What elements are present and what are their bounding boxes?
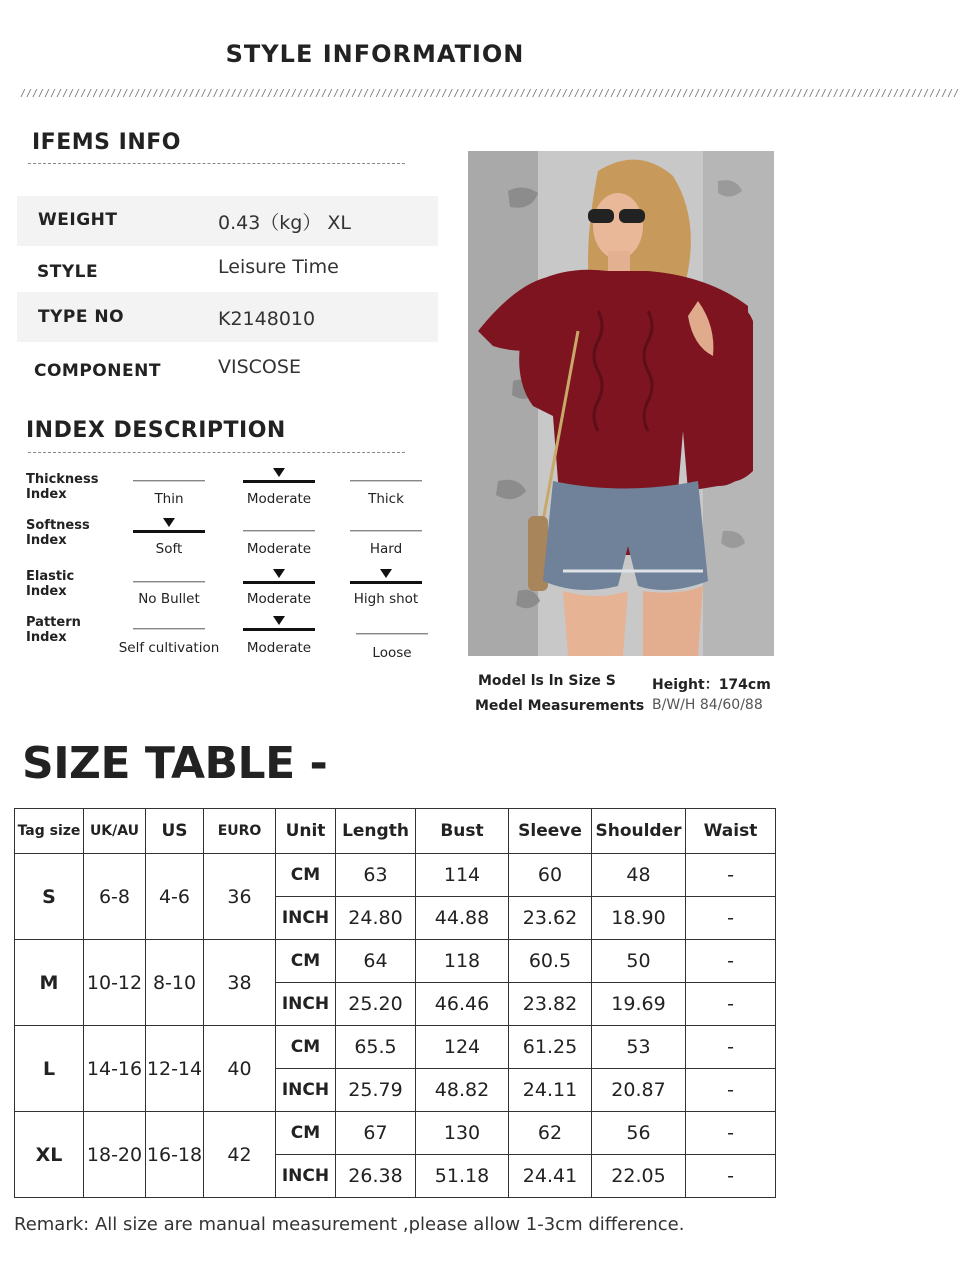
info-value: Leisure Time [218,256,339,278]
euro-cell: 40 [204,1026,276,1112]
measure-cell: 26.38 [336,1155,416,1198]
pattern-index-label: Pattern Index [26,615,81,645]
measure-cell: 62 [509,1112,592,1155]
measure-cell: 46.46 [416,983,509,1026]
divider [28,163,405,164]
model-height: Height：174cm [652,677,771,693]
header-cell: Unit [276,809,336,854]
us-cell: 4-6 [146,854,204,940]
pattern-option-loose: Loose [356,633,428,635]
softness-option-moderate: Moderate [243,530,315,532]
table-row [15,1112,776,1155]
size-table-header [15,809,776,854]
measure-cell: 24.11 [509,1069,592,1112]
elastic-index-label: Elastic Index [26,569,75,599]
measure-cell: 48.82 [416,1069,509,1112]
header-cell: Shoulder [592,809,686,854]
selected-marker-icon [273,616,285,625]
tag-size-cell: L [15,1026,84,1112]
selected-marker-icon [163,518,175,527]
size-table-heading: SIZE TABLE - [22,738,328,789]
index-description-heading: INDEX DESCRIPTION [26,418,286,443]
header-cell: EURO [204,809,276,854]
unit-cell: INCH [276,983,336,1026]
selected-marker-icon [380,569,392,578]
measure-cell: 19.69 [592,983,686,1026]
info-label: TYPE NO [38,307,125,327]
measure-cell: 18.90 [592,897,686,940]
measure-cell: 124 [416,1026,509,1069]
measure-cell: - [686,940,776,983]
measure-cell: - [686,1112,776,1155]
measure-cell: - [686,897,776,940]
info-row-weight [17,196,438,246]
softness-option-soft: Soft [133,530,205,533]
info-row-type-no [17,292,438,342]
model-measurements-label: Medel Measurements [475,698,645,714]
measure-cell: 60.5 [509,940,592,983]
measure-cell: 23.82 [509,983,592,1026]
info-label: WEIGHT [38,210,118,230]
decorative-divider: //////////////////////////////////////////////////////////////////////////////////////////////////////////////////////////////////////////////////////////// [20,88,959,99]
elastic-option-no-bullet: No Bullet [133,581,205,583]
measure-cell: 64 [336,940,416,983]
us-cell: 16-18 [146,1112,204,1198]
measure-cell: 22.05 [592,1155,686,1198]
header-cell: Waist [686,809,776,854]
table-row [15,1026,776,1069]
model-photo [468,151,774,656]
info-value: VISCOSE [218,356,301,378]
measure-cell: 24.41 [509,1155,592,1198]
measure-cell: 23.62 [509,897,592,940]
uk-au-cell: 6-8 [84,854,146,940]
measure-cell: 60 [509,854,592,897]
tag-size-cell: S [15,854,84,940]
thickness-option-thick: Thick [350,480,422,482]
measure-cell: 67 [336,1112,416,1155]
info-row-style [17,246,438,296]
remark-text: Remark: All size are manual measurement ,please allow 1-3cm difference. [14,1214,685,1235]
measure-cell: 25.79 [336,1069,416,1112]
uk-au-cell: 18-20 [84,1112,146,1198]
pattern-option-self-cultivation: Self cultivation [133,628,205,630]
tag-size-cell: M [15,940,84,1026]
measure-cell: 50 [592,940,686,983]
measure-cell: - [686,1155,776,1198]
elastic-option-moderate: Moderate [243,581,315,584]
info-value: K2148010 [218,308,316,330]
info-label: STYLE [37,262,99,282]
measure-cell: 63 [336,854,416,897]
measure-cell: 48 [592,854,686,897]
measure-cell: - [686,854,776,897]
header-cell: Bust [416,809,509,854]
selected-marker-icon [273,468,285,477]
info-row-component [17,344,438,394]
thickness-index-label: Thickness Index [26,472,99,502]
measure-cell: - [686,1026,776,1069]
thickness-option-moderate: Moderate [243,480,315,483]
info-label: COMPONENT [34,361,161,381]
thickness-option-thin: Thin [133,480,205,482]
measure-cell: 114 [416,854,509,897]
unit-cell: INCH [276,1069,336,1112]
divider [28,452,405,453]
selected-marker-icon [273,569,285,578]
size-table [14,808,776,1198]
measure-cell: 20.87 [592,1069,686,1112]
measure-cell: 25.20 [336,983,416,1026]
table-row [15,940,776,983]
euro-cell: 38 [204,940,276,1026]
items-info-heading: IFEMS INFO [32,130,181,155]
measure-cell: - [686,983,776,1026]
header-cell: Sleeve [509,809,592,854]
model-size-text: Model ls ln Size S [478,673,616,689]
unit-cell: INCH [276,897,336,940]
unit-cell: CM [276,940,336,983]
measure-cell: 51.18 [416,1155,509,1198]
header-cell: UK/AU [84,809,146,854]
euro-cell: 36 [204,854,276,940]
unit-cell: CM [276,1026,336,1069]
euro-cell: 42 [204,1112,276,1198]
measure-cell: 44.88 [416,897,509,940]
unit-cell: CM [276,1112,336,1155]
measure-cell: 56 [592,1112,686,1155]
softness-option-hard: Hard [350,530,422,532]
us-cell: 8-10 [146,940,204,1026]
model-bwh: B/W/H 84/60/88 [652,697,763,713]
unit-cell: INCH [276,1155,336,1198]
table-row [15,854,776,897]
info-value: 0.43（kg） XL [218,212,352,234]
measure-cell: - [686,1069,776,1112]
header-cell: US [146,809,204,854]
measure-cell: 53 [592,1026,686,1069]
measure-cell: 24.80 [336,897,416,940]
pattern-option-moderate: Moderate [243,628,315,631]
header-cell: Tag size [15,809,84,854]
measure-cell: 61.25 [509,1026,592,1069]
unit-cell: CM [276,854,336,897]
header-cell: Length [336,809,416,854]
softness-index-label: Softness Index [26,518,90,548]
page-title: STYLE INFORMATION [225,40,525,68]
elastic-option-high-shot: High shot [350,581,422,584]
us-cell: 12-14 [146,1026,204,1112]
uk-au-cell: 14-16 [84,1026,146,1112]
measure-cell: 65.5 [336,1026,416,1069]
measure-cell: 118 [416,940,509,983]
tag-size-cell: XL [15,1112,84,1198]
measure-cell: 130 [416,1112,509,1155]
uk-au-cell: 10-12 [84,940,146,1026]
